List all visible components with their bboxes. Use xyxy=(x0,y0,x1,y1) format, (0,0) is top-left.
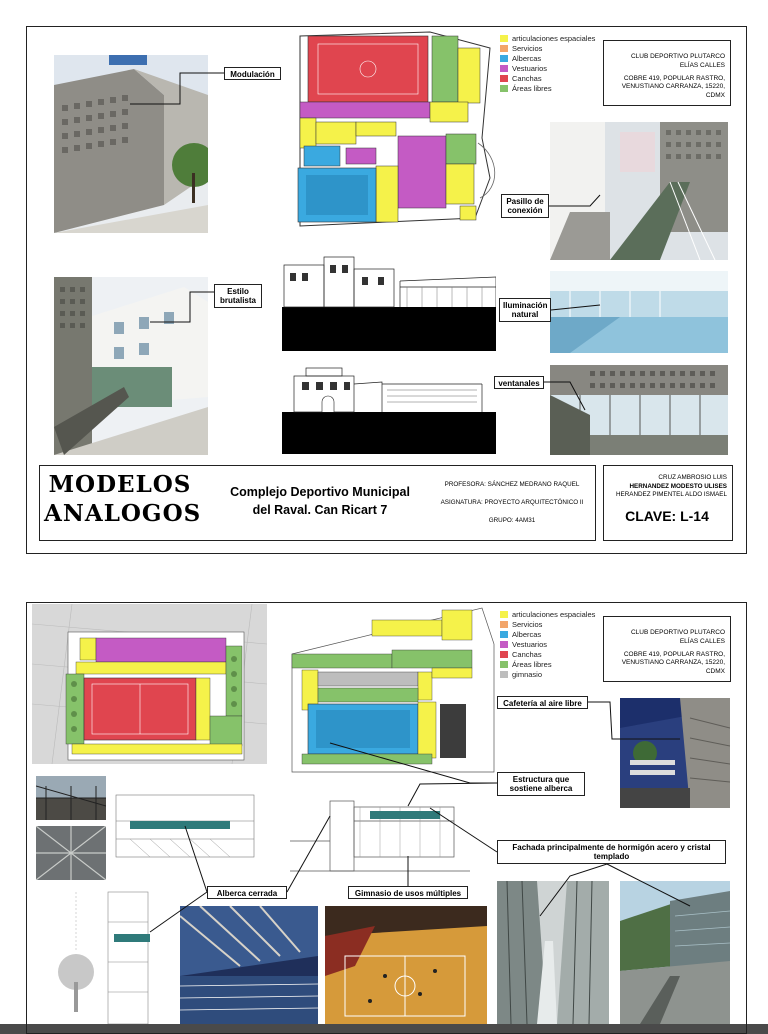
legend-label: Áreas libres xyxy=(512,659,552,669)
photo-connection-corridor xyxy=(550,122,728,260)
legend-item xyxy=(500,629,595,639)
legend-item xyxy=(500,83,595,93)
legend-swatch xyxy=(500,651,508,658)
vertical-section-drawing xyxy=(36,882,154,1024)
legend-label: articulaciones espaciales xyxy=(512,33,596,43)
legend-label: Vestuarios xyxy=(512,63,548,73)
photo-indoor-pool xyxy=(550,271,728,353)
club-address-line1: COBRE 419, POPULAR RASTRO, xyxy=(623,650,725,658)
callout-gimnasio-usos-multiples: Gimnasio de usos múltiples xyxy=(348,886,468,899)
course-info xyxy=(432,480,592,525)
legend-swatch xyxy=(500,65,508,72)
callout-estilo-line1: Estilo xyxy=(227,287,249,296)
legend-label: Canchas xyxy=(512,649,542,659)
legend-label: Servicios xyxy=(512,619,543,629)
callout-fachada-line2: templado xyxy=(593,852,630,862)
legend-item xyxy=(500,609,595,619)
club-info-box xyxy=(603,40,731,106)
photo-structure-2 xyxy=(36,826,106,880)
building-longitudinal-section xyxy=(270,781,470,881)
legend-item xyxy=(500,669,595,679)
callout-estilo-line2: brutalista xyxy=(219,296,256,306)
clave-label: CLAVE: L-14 xyxy=(625,508,709,524)
club-name-line2: ELÍAS CALLES xyxy=(679,637,725,645)
legend-label: Albercas xyxy=(512,53,542,63)
callout-cafeteria-aire-libre: Cafetería al aire libre xyxy=(497,696,588,709)
grupo-text: GRUPO: 4AM31 xyxy=(488,517,536,524)
zoning-legend xyxy=(500,609,595,679)
legend-item xyxy=(500,639,595,649)
club-name-line2: ELÍAS CALLES xyxy=(679,61,725,69)
profesora-text: PROFESORA: SÁNCHEZ MEDRANO RAQUEL xyxy=(444,481,580,488)
floor-plan-zoning xyxy=(290,28,500,233)
legend-item xyxy=(500,649,595,659)
legend-label: Albercas xyxy=(512,629,542,639)
legend-label: articulaciones espaciales xyxy=(512,609,596,619)
callout-modulacion: Modulación xyxy=(224,67,281,80)
project-name-line2: del Raval. Can Ricart 7 xyxy=(252,503,388,517)
site-plan-zoning xyxy=(32,604,267,764)
club-address-line2: VENUSTIANO CARRANZA, 15220, CDMX xyxy=(621,83,725,100)
building-section-1 xyxy=(282,247,496,351)
callout-fachada-hormigon xyxy=(497,840,726,864)
legend-item xyxy=(500,619,595,629)
sheet-title-line2: ANALOGOS xyxy=(44,500,202,527)
legend-item xyxy=(500,63,595,73)
legend-swatch xyxy=(500,661,508,668)
building-section-2 xyxy=(282,362,496,454)
legend-swatch xyxy=(500,55,508,62)
legend-item xyxy=(500,53,595,63)
callout-estructura-alberca xyxy=(497,772,585,796)
project-name xyxy=(212,483,428,519)
legend-swatch xyxy=(500,85,508,92)
presentation-sheet-2 xyxy=(0,576,768,1024)
project-name-line1: Complejo Deportivo Municipal xyxy=(230,485,410,499)
callout-pasillo-line1: Pasillo de xyxy=(506,197,544,206)
pool-level-plan xyxy=(272,604,500,774)
club-address-line1: COBRE 419, POPULAR RASTRO, xyxy=(623,74,725,82)
legend-item xyxy=(500,659,595,669)
author-2: HERNANDEZ MODESTO ULISES xyxy=(629,482,727,490)
legend-swatch xyxy=(500,45,508,52)
legend-item xyxy=(500,73,595,83)
legend-item xyxy=(500,33,595,43)
callout-iluminacion-natural xyxy=(499,298,551,322)
photo-enclosed-pool xyxy=(180,906,318,1024)
legend-swatch xyxy=(500,621,508,628)
legend-label: Canchas xyxy=(512,73,542,83)
photo-multipurpose-gym xyxy=(325,906,487,1024)
callout-ventanales: ventanales xyxy=(494,376,544,389)
club-name-line1: CLUB DEPORTIVO PLUTARCO xyxy=(630,53,725,60)
authors-list xyxy=(605,474,727,500)
photo-concrete-facade-2 xyxy=(620,881,730,1024)
legend-swatch xyxy=(500,611,508,618)
club-name-line1: CLUB DEPORTIVO PLUTARCO xyxy=(630,629,725,636)
legend-swatch xyxy=(500,671,508,678)
callout-pasillo-line2: conexión xyxy=(507,206,543,216)
callout-estructura-line2: sostiene alberca xyxy=(509,784,573,794)
pool-structure-section xyxy=(110,781,260,871)
legend-label: gimnasio xyxy=(512,669,543,679)
club-address-line2: VENUSTIANO CARRANZA, 15220, CDMX xyxy=(621,659,725,676)
callout-iluminacion-line2: natural xyxy=(511,310,539,320)
legend-item xyxy=(500,43,595,53)
callout-estilo-brutalista xyxy=(214,284,262,308)
legend-swatch xyxy=(500,35,508,42)
photo-outdoor-cafeteria xyxy=(620,698,730,808)
author-3: HERANDEZ PIMENTEL ALDO ISMAEL xyxy=(615,491,727,498)
legend-swatch xyxy=(500,631,508,638)
photo-modular-facade xyxy=(54,55,208,233)
author-1: CRUZ AMBROSIO LUIS xyxy=(658,474,727,481)
photo-brutalist-building xyxy=(54,277,208,455)
photo-windows-facade xyxy=(550,365,728,455)
asignatura-text: ASIGNATURA: PROYECTO ARQUITECTÓNICO II xyxy=(440,499,584,506)
legend-label: Vestuarios xyxy=(512,639,548,649)
photo-structure-1 xyxy=(36,776,106,820)
callout-fachada-line1: Fachada principalmente de hormigón acero y cristal xyxy=(512,843,711,852)
photo-concrete-facade-1 xyxy=(497,881,609,1024)
callout-alberca-cerrada: Alberca cerrada xyxy=(207,886,287,899)
legend-label: Áreas libres xyxy=(512,83,552,93)
club-info-box xyxy=(603,616,731,682)
callout-estructura-line1: Estructura que xyxy=(512,775,570,784)
callout-pasillo-conexion xyxy=(501,194,549,218)
zoning-legend xyxy=(500,33,595,93)
sheet-title xyxy=(44,470,202,528)
legend-label: Servicios xyxy=(512,43,543,53)
legend-swatch xyxy=(500,641,508,648)
sheet-title-line1: MODELOS xyxy=(48,471,192,498)
legend-swatch xyxy=(500,75,508,82)
callout-iluminacion-line1: Iluminación xyxy=(503,301,548,310)
